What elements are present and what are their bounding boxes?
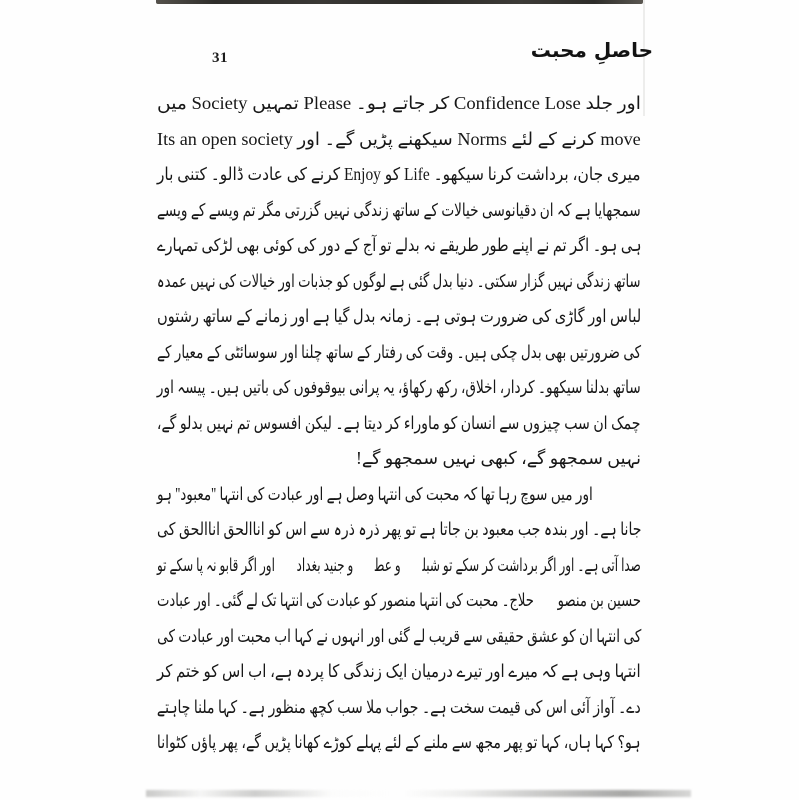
- text-line-content: کی ضرورتیں بھی بدل چکی ہیں۔ وقت کی رفتار کے ساتھ چلنا اور سوسائٹی کے معیار کے: [157, 341, 642, 362]
- text-line: [158, 86, 642, 122]
- page-header-title: حاصلِ محبت: [531, 38, 654, 62]
- text-line: [158, 157, 642, 193]
- text-line: [158, 583, 642, 619]
- page-number: 31: [213, 50, 229, 66]
- text-line-content: کی انتہا ان کو عشق حقیقی سے قریب لے گئی اور انہوں نے کہا اب محبت اور عبادت کی: [157, 625, 642, 646]
- text-line-content: چمک ان سب چیزوں سے انسان کو ماوراء کر دیتا ہے۔ لیکن افسوس تم نہیں بدلو گے،: [158, 412, 642, 433]
- text-line: [158, 122, 642, 158]
- text-line-content: نہیں سمجھو گے، کبھی نہیں سمجھو گے!: [357, 448, 642, 468]
- text-line: [158, 228, 642, 264]
- text-line-content: ساتھ زندگی نہیں گزار سکتی۔ دنیا بدل گئی ہے لوگوں کو جذبات اور خیالات کی نہیں عمدہ: [158, 270, 642, 291]
- text-line: [158, 619, 642, 655]
- text-line-content: اور میں سوچ رہا تھا کہ محبت کی انتہا وصل ہے اور عبادت کی انتہا ''معبود'' ہو: [158, 483, 594, 504]
- scan-top-edge-artifact: [157, 0, 644, 4]
- text-line-content: صدا آتی ہے۔ اور اگر برداشت کر سکے تو شبلیؒ و عطاؒ و جنید بغدادیؒ اور اگر قابو نہ پا سکے تو: [158, 554, 642, 575]
- text-line: [158, 548, 642, 584]
- text-line-content: جانا ہے۔ اور بندہ جب معبود بن جاتا ہے تو پھر ذرہ ذرہ سے اس کو اناالحق اناالحق کی: [157, 519, 642, 539]
- text-line: [158, 654, 642, 690]
- text-line: [158, 370, 642, 406]
- text-line: [158, 264, 642, 300]
- text-line: [158, 193, 642, 229]
- text-line-content: سمجھایا ہے کہ ان دقیانوسی خیالات کے ساتھ زندگی نہیں گزرتی مگر تم ویسے کے ویسے: [158, 199, 642, 220]
- text-line: [158, 335, 642, 371]
- text-line: [158, 299, 642, 335]
- text-line-content: دے۔ آواز آئی اس کی قیمت سخت ہے۔ جواب ملا سب کچھ منظور ہے۔ کہا ملنا چاہتے: [158, 696, 642, 717]
- text-line-content: ساتھ بدلنا سیکھو۔ کردار، اخلاق، رکھ رکھاؤ، یہ پرانی بیوقوفوں کی باتیں ہیں۔ پیسہ اور: [158, 377, 642, 397]
- text-line: [158, 406, 642, 442]
- text-line-content: لباس اور گاڑی کی ضرورت ہوتی ہے۔ زمانہ بدل گیا ہے اور زمانے کے ساتھ رشتوں: [157, 306, 642, 326]
- text-line: [158, 690, 642, 726]
- text-line-content: میری جان، برداشت کرنا سیکھو۔ Life کو Enjoy کرنے کی عادت ڈالو۔ کتنی بار: [158, 164, 642, 184]
- scan-bottom-edge-artifact: [147, 790, 692, 797]
- text-line-content: اور جلد Confidence Lose کر جاتے ہو۔ Please تمہیں Society میں: [158, 93, 642, 113]
- body-text-block: [158, 86, 642, 761]
- text-line-content: ہو؟ کہا ہاں، کہا تو پھر مجھ سے ملنے کے لئے پہلے کوڑے کھانا پڑیں گے، پھر پاؤں کٹوانا: [158, 732, 642, 752]
- text-line-content: move کرنے کے لئے Norms سیکھنے پڑیں گے۔ اور Its an open society: [158, 128, 642, 149]
- text-line-paragraph-start: [158, 477, 642, 513]
- text-line: [158, 512, 642, 548]
- text-line-content: ہی ہو۔ اگر تم نے اپنے طور طریقے نہ بدلے تو آج کے دور کی کوئی بھی لڑکی تمہارے: [157, 235, 642, 255]
- text-line: [158, 441, 642, 477]
- text-line-content: انتہا وہی ہے کہ میرے اور تیرے درمیان ایک زندگی کا پردہ ہے، اب اس کو ختم کر: [158, 661, 642, 681]
- text-line: [158, 725, 642, 761]
- text-line-content: حسین بن منصورؒ حلاج۔ محبت کی انتہا منصور کو عبادت کی انتہا تک لے گئی۔ اور عبادت: [157, 590, 642, 610]
